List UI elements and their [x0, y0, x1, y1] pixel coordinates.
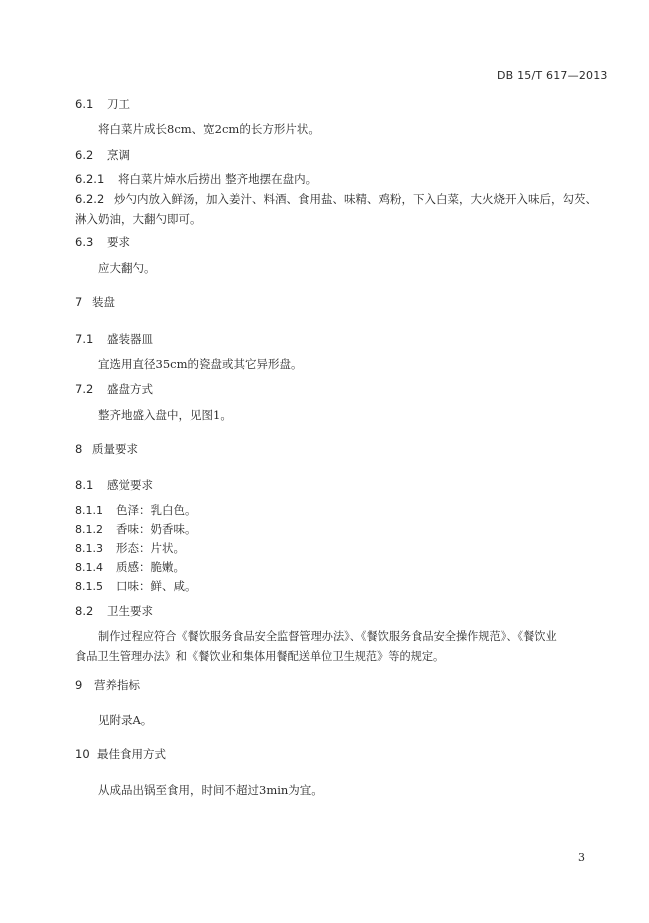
section-6-3-heading — [75, 235, 130, 249]
item-number: 8.1.1 — [75, 504, 103, 517]
list-item — [75, 541, 185, 555]
section-7-1-text: 宜选用直径35cm的瓷盘或其它异形盘。 — [98, 357, 303, 371]
clause-text: 将白菜片焯水后捞出 整齐地摆在盘内。 — [118, 172, 318, 186]
section-number: 7.1 — [75, 332, 94, 346]
chapter-title: 营养指标 — [94, 678, 140, 692]
clause-text-line1: 炒勺内放入鲜汤，加入姜汁、料酒、食用盐、味精、鸡粉，下入白菜，大火烧开入味后，勾芡、 — [114, 192, 597, 206]
section-6-1-heading — [75, 97, 130, 111]
chapter-8-heading — [75, 442, 138, 456]
section-7-1-heading — [75, 332, 153, 346]
section-6-3-text: 应大翻勺。 — [98, 261, 156, 275]
clause-6-2-2 — [75, 192, 597, 206]
section-title: 感觉要求 — [107, 478, 153, 492]
chapter-number: 8 — [75, 442, 83, 456]
chapter-number: 10 — [75, 747, 90, 761]
item-number: 8.1.3 — [75, 542, 103, 555]
standard-code: DB 15/T 617—2013 — [497, 69, 608, 82]
section-6-2-heading — [75, 148, 130, 162]
section-title: 刀工 — [107, 97, 130, 111]
section-title: 盛盘方式 — [107, 382, 153, 396]
clause-number: 6.2.1 — [75, 172, 105, 186]
item-text: 香味：奶香味。 — [116, 522, 197, 536]
list-item — [75, 522, 197, 536]
section-number: 8.2 — [75, 604, 94, 618]
item-text: 色泽：乳白色。 — [116, 503, 197, 517]
list-item — [75, 560, 185, 574]
item-number: 8.1.2 — [75, 523, 103, 536]
chapter-number: 7 — [75, 295, 83, 309]
chapter-title: 质量要求 — [92, 442, 138, 456]
page-number: 3 — [578, 851, 585, 864]
chapter-9-heading — [75, 678, 140, 692]
clause-number: 6.2.2 — [75, 192, 105, 206]
chapter-10-text: 从成品出锅至食用，时间不超过3min为宜。 — [98, 783, 323, 797]
section-title: 烹调 — [107, 148, 130, 162]
section-title: 盛装器皿 — [107, 332, 153, 346]
item-text: 质感：脆嫩。 — [116, 560, 185, 574]
item-number: 8.1.5 — [75, 580, 103, 593]
section-8-2-heading — [75, 604, 153, 618]
item-text: 口味：鲜、咸。 — [116, 579, 197, 593]
section-6-1-text: 将白菜片成长8cm、宽2cm的长方形片状。 — [98, 122, 320, 136]
chapter-title: 装盘 — [92, 295, 115, 309]
section-number: 7.2 — [75, 382, 94, 396]
chapter-9-text: 见附录A。 — [98, 713, 153, 727]
clause-6-2-2-line2: 淋入奶油，大翻勺即可。 — [75, 212, 202, 226]
section-7-2-heading — [75, 382, 153, 396]
item-number: 8.1.4 — [75, 561, 103, 574]
section-number: 8.1 — [75, 478, 94, 492]
section-title: 要求 — [107, 235, 130, 249]
chapter-10-heading — [75, 747, 166, 761]
list-item — [75, 503, 197, 517]
section-8-1-heading — [75, 478, 153, 492]
chapter-7-heading — [75, 295, 115, 309]
section-8-2-text-line1: 制作过程应符合《餐饮服务食品安全监督管理办法》、《餐饮服务食品安全操作规范》、《餐饮业 — [98, 630, 557, 643]
section-number: 6.1 — [75, 97, 94, 111]
section-8-2-text-line2: 食品卫生管理办法》和《餐饮业和集体用餐配送单位卫生规范》等的规定。 — [75, 650, 445, 663]
section-number: 6.3 — [75, 235, 94, 249]
section-title: 卫生要求 — [107, 604, 153, 618]
section-number: 6.2 — [75, 148, 94, 162]
clause-6-2-1 — [75, 172, 318, 186]
section-7-2-text: 整齐地盛入盘中，见图1。 — [98, 408, 232, 422]
list-item — [75, 579, 197, 593]
item-text: 形态：片状。 — [116, 541, 185, 555]
chapter-title: 最佳食用方式 — [97, 747, 166, 761]
chapter-number: 9 — [75, 678, 83, 692]
